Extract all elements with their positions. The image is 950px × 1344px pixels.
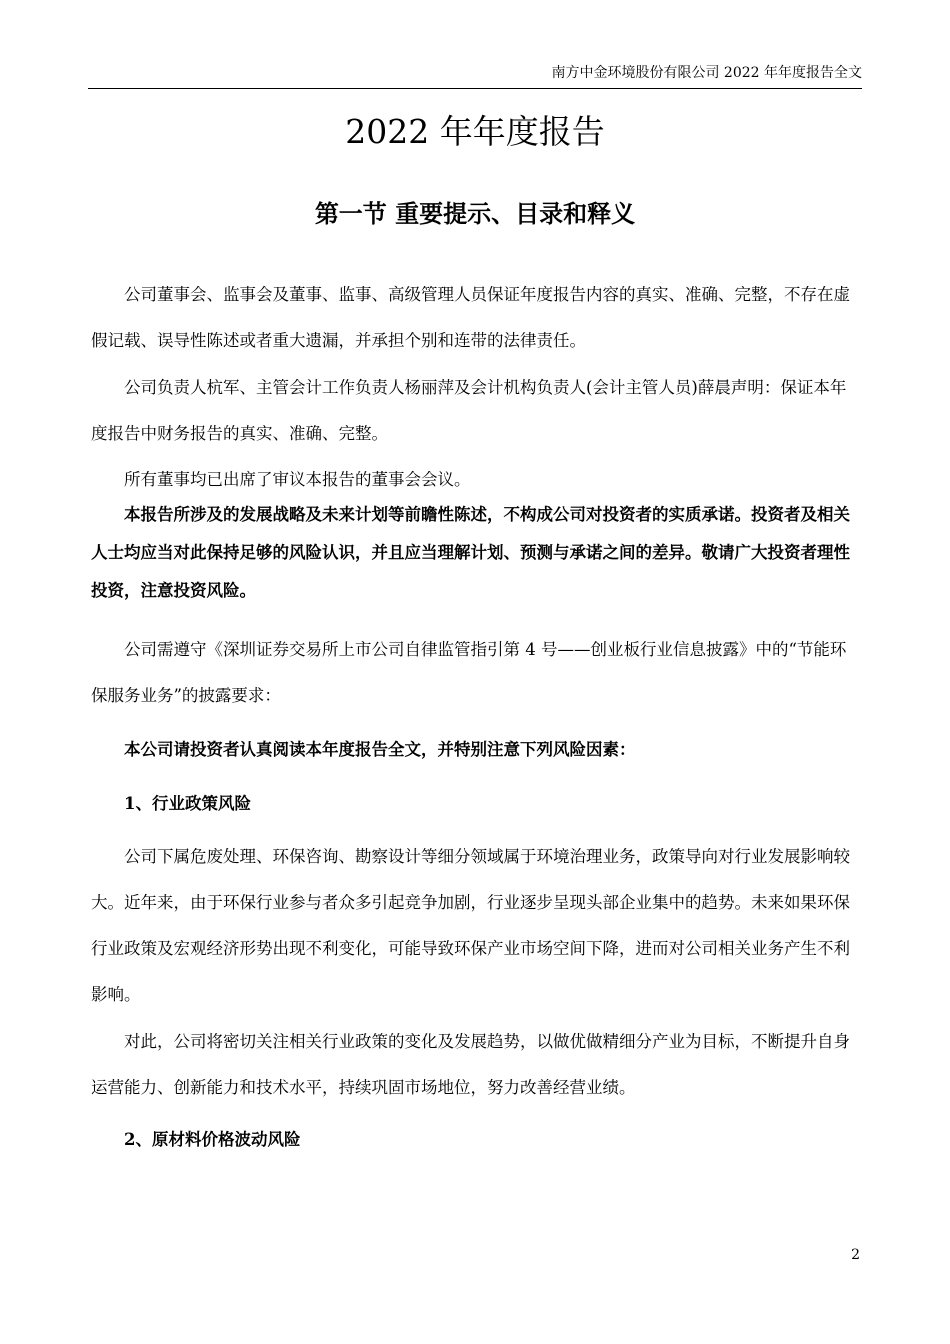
paragraph-declaration: 公司负责人杭军、主管会计工作负责人杨丽萍及会计机构负责人(会计主管人员)薛晨声明：保证本年度报告中财务报告的真实、准确、完整。	[91, 378, 847, 443]
paragraph-policy-risk: 公司下属危废处理、环保咨询、勘察设计等细分领域属于环境治理业务，政策导向对行业发展影响较大。近年来，由于环保行业参与者众多引起竞争加剧，行业逐步呈现头部企业集中的趋势。未来如果环保行业政策及宏观经济形势出现不利变化，可能导致环保产业市场空间下降，进而对公司相关业务产生不利影响。	[91, 847, 850, 1004]
running-header: 南方中金环境股份有限公司 2022 年年度报告全文	[551, 65, 862, 81]
paragraph-attendance: 所有董事均已出席了审议本报告的董事会会议。	[124, 470, 471, 489]
section-title: 第一节 重要提示、目录和释义	[314, 199, 636, 228]
paragraph-risk-notice: 本公司请投资者认真阅读本年度报告全文，并特别注意下列风险因素：	[124, 740, 636, 759]
risk-heading-1: 1、行业政策风险	[124, 794, 251, 813]
paragraph-forward-looking: 本报告所涉及的发展战略及未来计划等前瞻性陈述，不构成公司对投资者的实质承诺。投资者及相关人士均应当对此保持足够的风险认识，并且应当理解计划、预测与承诺之间的差异。敬请广大投资者理性投资，注意投资风险。	[91, 505, 850, 600]
paragraph-countermeasure: 对此，公司将密切关注相关行业政策的变化及发展趋势，以做优做精细分产业为目标，不断提升自身运营能力、创新能力和技术水平，持续巩固市场地位，努力改善经营业绩。	[91, 1032, 850, 1097]
document-title: 2022 年年度报告	[345, 112, 605, 151]
risk-heading-2: 2、原材料价格波动风险	[124, 1130, 301, 1149]
page-number: 2	[851, 1247, 860, 1263]
paragraph-disclosure: 公司需遵守《深圳证券交易所上市公司自律监管指引第 4 号——创业板行业信息披露》中的“节能环保服务业务”的披露要求：	[91, 640, 847, 705]
header-rule	[88, 88, 862, 89]
paragraph-responsibility: 公司董事会、监事会及董事、监事、高级管理人员保证年度报告内容的真实、准确、完整，不存在虚假记载、误导性陈述或者重大遗漏，并承担个别和连带的法律责任。	[91, 285, 850, 350]
